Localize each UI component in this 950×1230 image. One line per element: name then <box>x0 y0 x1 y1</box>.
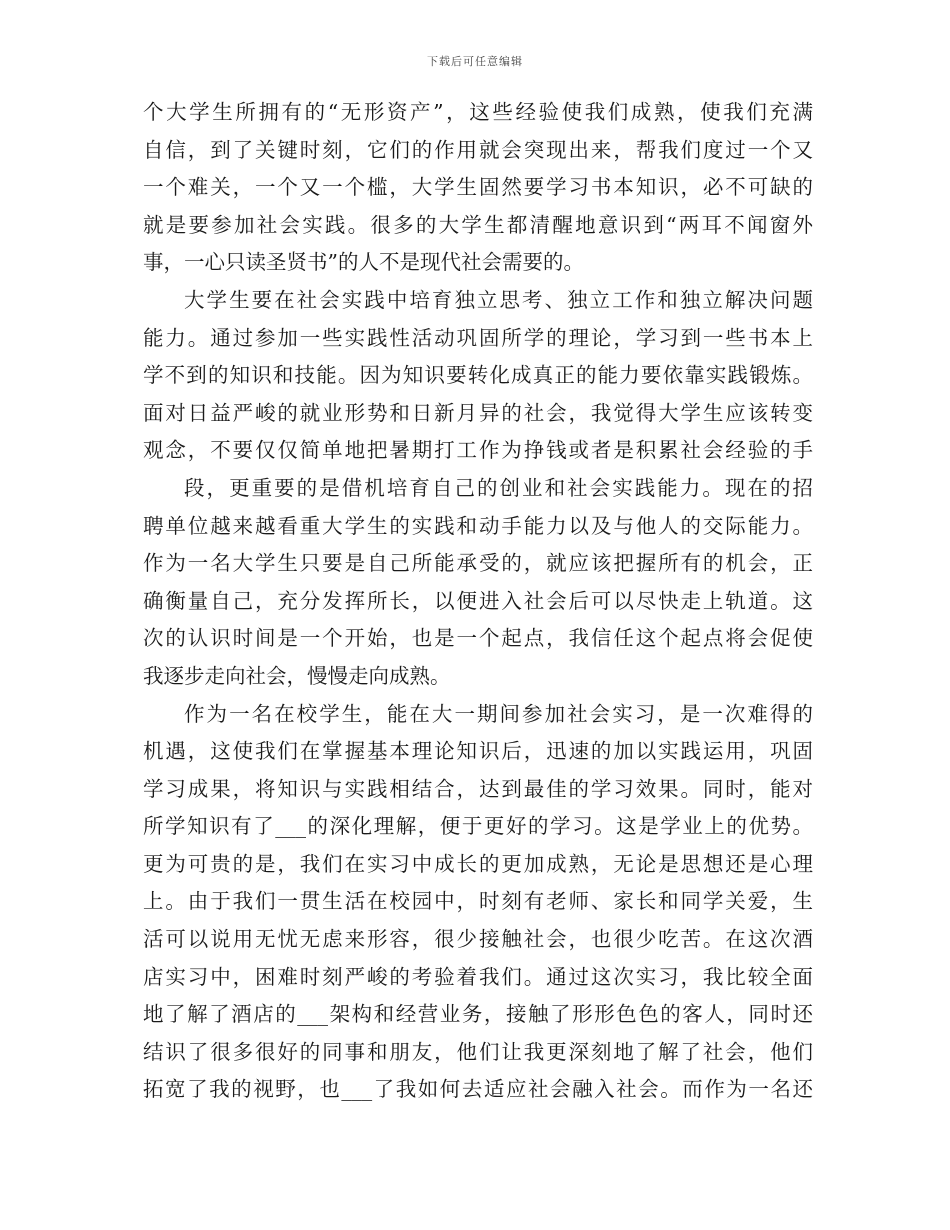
text-line: 店实习中，困难时刻严峻的考验着我们。通过这次实习，我比较全面 <box>143 964 813 989</box>
text-line: 聘单位越来越看重大学生的实践和动手能力以及与他人的交际能力。 <box>143 513 813 538</box>
text-line: 个大学生所拥有的“无形资产”，这些经验使我们成熟，使我们充满 <box>143 100 813 124</box>
text-line: 次的认识时间是一个开始，也是一个起点，我信任这个起点将会促使 <box>143 626 813 651</box>
text-line: 就是要参加社会实践。很多的大学生都清醒地意识到“两耳不闻窗外 <box>143 212 813 237</box>
text-line: 作为一名在校学生，能在大一期间参加社会实习，是一次难得的 <box>184 701 813 726</box>
text-line: 我逐步走向社会，慢慢走向成熟。 <box>143 663 451 688</box>
text-line: 所学知识有了___的深化理解，便于更好的学习。这是学业上的优势。 <box>143 814 813 839</box>
text-line: 事，一心只读圣贤书”的人不是现代社会需要的。 <box>143 250 584 275</box>
text-line: 学不到的知识和技能。因为知识要转化成真正的能力要依靠实践锻炼。 <box>143 363 813 388</box>
page-header: 下载后可任意编辑 <box>427 55 523 68</box>
text-line: 更为可贵的是，我们在实习中成长的更加成熟，无论是思想还是心理 <box>143 851 813 876</box>
text-line: 段，更重要的是借机培育自己的创业和社会实践能力。现在的招 <box>184 475 813 500</box>
text-line: 一个难关，一个又一个槛，大学生固然要学习书本知识，必不可缺的 <box>143 175 813 200</box>
text-line: 学习成果，将知识与实践相结合，达到最佳的学习效果。同时，能对 <box>143 776 813 801</box>
text-line: 机遇，这使我们在掌握基本理论知识后，迅速的加以实践运用，巩固 <box>143 739 813 764</box>
text-line: 作为一名大学生只要是自己所能承受的，就应该把握所有的机会，正 <box>143 551 813 576</box>
text-line: 自信，到了关键时刻，它们的作用就会突现出来，帮我们度过一个又 <box>143 137 813 162</box>
text-line: 活可以说用无忧无虑来形容，很少接触社会，也很少吃苦。在这次酒 <box>143 927 813 952</box>
text-line: 地了解了酒店的___架构和经营业务，接触了形形色色的客人，同时还 <box>143 1002 813 1027</box>
text-line: 能力。通过参加一些实践性活动巩固所学的理论，学习到一些书本上 <box>143 325 813 350</box>
text-line: 确衡量自己，充分发挥所长，以便进入社会后可以尽快走上轨道。这 <box>143 588 813 613</box>
body-text <box>143 94 813 1109</box>
text-line: 结识了很多很好的同事和朋友，他们让我更深刻地了解了社会，他们 <box>143 1039 813 1064</box>
text-line: 拓宽了我的视野，也___了我如何去适应社会融入社会。而作为一名还 <box>143 1077 813 1102</box>
text-line: 面对日益严峻的就业形势和日新月异的社会，我觉得大学生应该转变 <box>143 400 813 425</box>
text-line: 上。由于我们一贯生活在校园中，时刻有老师、家长和同学关爱，生 <box>143 889 813 914</box>
text-line: 观念，不要仅仅简单地把暑期打工作为挣钱或者是积累社会经验的手 <box>143 438 813 463</box>
text-line: 大学生要在社会实践中培育独立思考、独立工作和独立解决问题 <box>184 287 813 312</box>
